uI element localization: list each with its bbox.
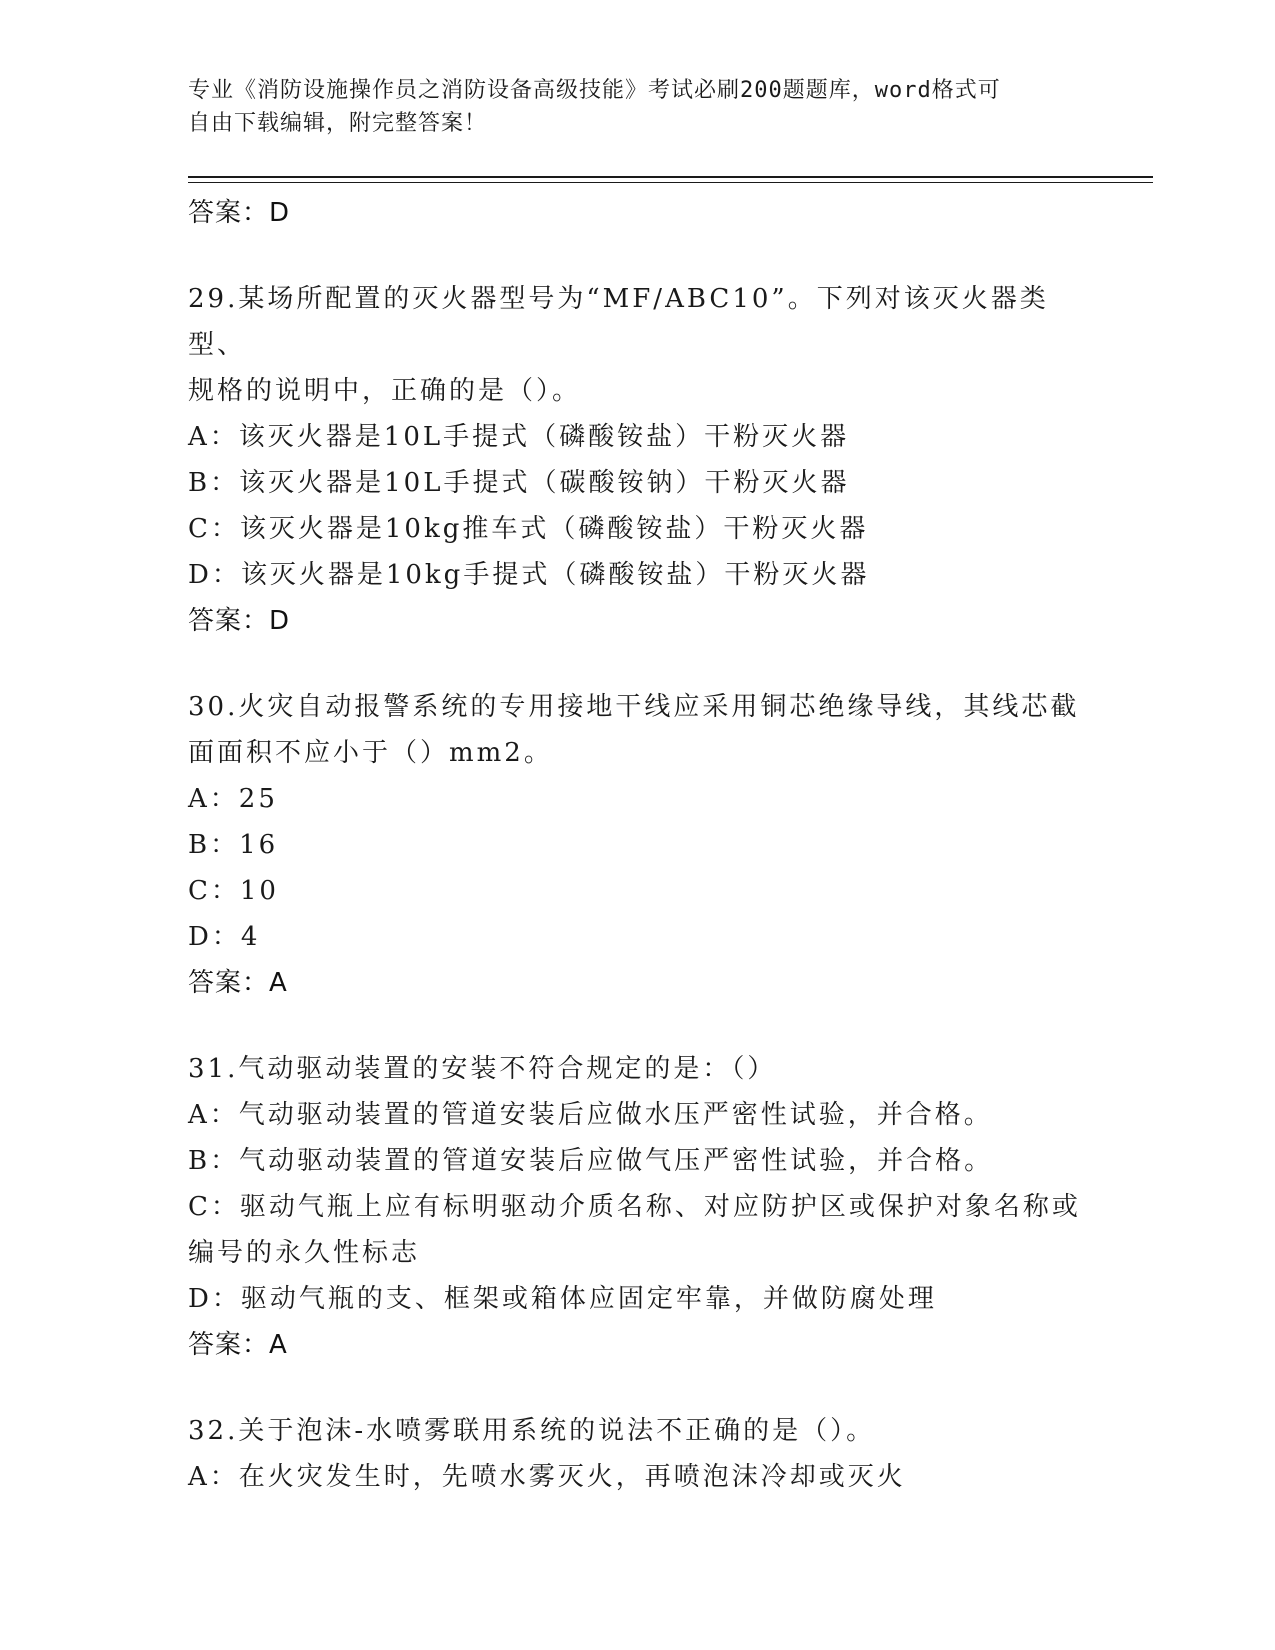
option-b: B：气动驱动装置的管道安装后应做气压严密性试验，并合格。 [188, 1146, 994, 1176]
header-line-2: 自由下载编辑，附完整答案！ [188, 111, 488, 136]
question-stem-line: 31.气动驱动装置的安装不符合规定的是：（） [188, 1054, 777, 1084]
option-d: D：4 [188, 922, 261, 952]
option-a: A：25 [188, 784, 278, 814]
header-divider-thick [188, 176, 1153, 178]
option-c: C：驱动气瓶上应有标明驱动介质名称、对应防护区或保护对象名称或 [188, 1192, 1081, 1222]
option-d: D：该灭火器是10kg手提式（磷酸铵盐）干粉灭火器 [188, 560, 870, 590]
answer-line: 答案：A [188, 1330, 288, 1360]
header-divider-thin [188, 182, 1153, 183]
answer-line: 答案：D [188, 606, 291, 636]
option-d: D：驱动气瓶的支、框架或箱体应固定牢靠，并做防腐处理 [188, 1284, 937, 1314]
question-stem-line: 29.某场所配置的灭火器型号为“MF/ABC10”。下列对该灭火器类型、 [188, 284, 1049, 360]
question-32 [188, 1408, 1088, 1500]
document-body [188, 190, 1088, 1500]
document-header [188, 74, 1088, 140]
answer-line: 答案：D [188, 198, 291, 228]
option-c-continued: 编号的永久性标志 [188, 1238, 421, 1268]
question-29 [188, 276, 1088, 644]
option-c: C：该灭火器是10kg推车式（磷酸铵盐）干粉灭火器 [188, 514, 869, 544]
question-stem-line: 面面积不应小于（）mm2。 [188, 738, 553, 768]
option-b: B：该灭火器是10L手提式（碳酸铵钠）干粉灭火器 [188, 468, 850, 498]
answer-line: 答案：A [188, 968, 288, 998]
option-a: A：该灭火器是10L手提式（磷酸铵盐）干粉灭火器 [188, 422, 850, 452]
option-a: A：在火灾发生时，先喷水雾灭火，再喷泡沫冷却或灭火 [188, 1462, 906, 1492]
question-stem-line: 30.火灾自动报警系统的专用接地干线应采用铜芯绝缘导线，其线芯截 [188, 692, 1080, 722]
question-stem-line: 32.关于泡沫-水喷雾联用系统的说法不正确的是（）。 [188, 1416, 876, 1446]
option-b: B：16 [188, 830, 279, 860]
option-c: C：10 [188, 876, 279, 906]
question-31 [188, 1046, 1088, 1368]
header-line-1: 专业《消防设施操作员之消防设备高级技能》考试必刷200题题库，word格式可 [188, 78, 1001, 103]
question-30 [188, 684, 1088, 1006]
question-stem-line: 规格的说明中，正确的是（）。 [188, 376, 582, 406]
option-a: A：气动驱动装置的管道安装后应做水压严密性试验，并合格。 [188, 1100, 993, 1130]
